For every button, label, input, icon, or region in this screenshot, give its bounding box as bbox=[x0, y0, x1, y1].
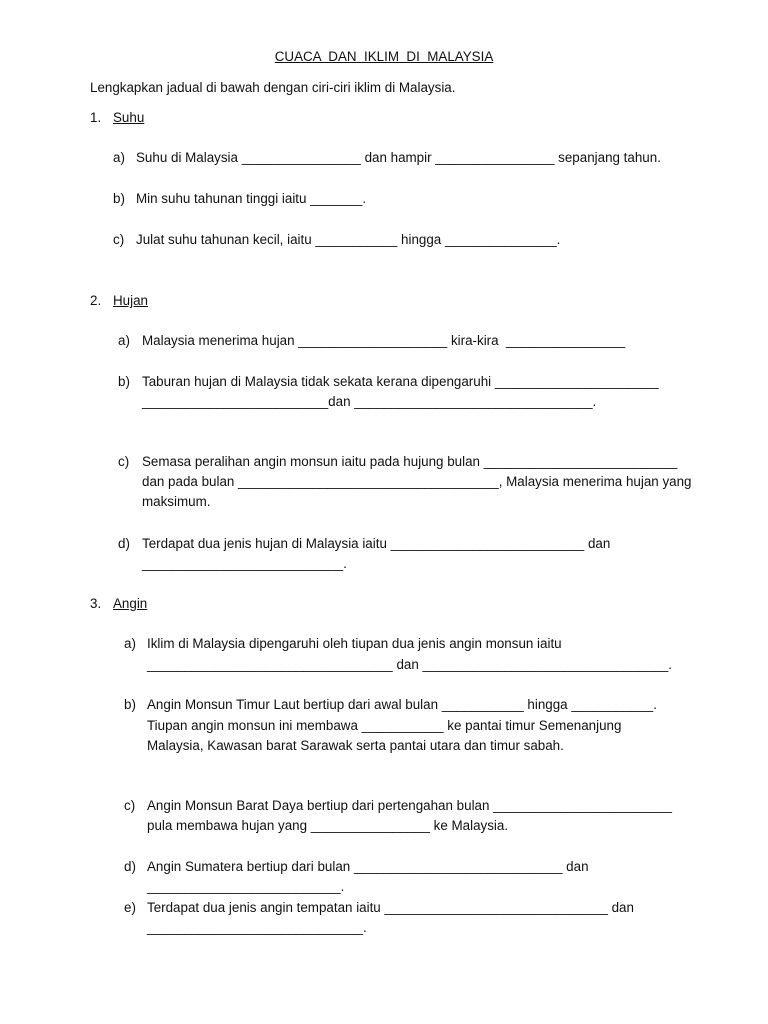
section-number: 1. bbox=[90, 110, 102, 125]
item-text: Tiupan angin monsun ini membawa ___________ ke pantai timur Semenanjung bbox=[147, 718, 622, 733]
item-letter: a) bbox=[124, 636, 136, 651]
item-text: __________________________. bbox=[147, 879, 345, 894]
item-text: Iklim di Malaysia dipengaruhi oleh tiupan dua jenis angin monsun iaitu bbox=[147, 636, 562, 651]
item-text: _________________________________ dan _________________________________. bbox=[147, 657, 673, 672]
item-text: Angin Sumatera bertiup dari bulan ____________________________ dan bbox=[147, 859, 589, 874]
item-text: Taburan hujan di Malaysia tidak sekata kerana dipengaruhi ______________________ bbox=[142, 374, 659, 389]
item-letter: c) bbox=[124, 798, 136, 813]
section-heading-hujan: Hujan bbox=[113, 293, 148, 308]
item-text: pula membawa hujan yang ________________ ke Malaysia. bbox=[147, 818, 509, 833]
section-number: 2. bbox=[90, 293, 102, 308]
section-heading-angin: Angin bbox=[113, 596, 148, 611]
item-letter: b) bbox=[113, 191, 125, 206]
item-text: dan pada bulan ___________________________________, Malaysia menerima hujan yang bbox=[142, 474, 692, 489]
item-text: Min suhu tahunan tinggi iaitu _______. bbox=[136, 191, 367, 206]
item-letter: b) bbox=[118, 374, 130, 389]
item-text: Malaysia menerima hujan ____________________ kira-kira ________________ bbox=[142, 333, 626, 348]
item-letter: c) bbox=[113, 232, 125, 247]
item-text: Angin Monsun Timur Laut bertiup dari awal bulan ___________ hingga ___________. bbox=[147, 697, 657, 712]
item-letter: a) bbox=[118, 333, 130, 348]
item-text: Angin Monsun Barat Daya bertiup dari pertengahan bulan ________________________ bbox=[147, 798, 672, 813]
item-text: Malaysia, Kawasan barat Sarawak serta pantai utara dan timur sabah. bbox=[147, 738, 564, 753]
item-text: _____________________________. bbox=[147, 920, 367, 935]
section-number: 3. bbox=[90, 596, 102, 611]
item-text: ___________________________. bbox=[142, 556, 347, 571]
instruction-text: Lengkapkan jadual di bawah dengan ciri-ciri iklim di Malaysia. bbox=[90, 80, 456, 95]
item-text: Terdapat dua jenis hujan di Malaysia iaitu __________________________ dan bbox=[142, 536, 611, 551]
item-text: Terdapat dua jenis angin tempatan iaitu ______________________________ dan bbox=[147, 900, 634, 915]
item-text: maksimum. bbox=[142, 494, 211, 509]
item-letter: d) bbox=[124, 859, 136, 874]
item-letter: b) bbox=[124, 697, 136, 712]
item-letter: a) bbox=[113, 150, 125, 165]
page-title: CUACA DAN IKLIM DI MALAYSIA bbox=[274, 49, 494, 64]
item-letter: e) bbox=[124, 900, 136, 915]
item-letter: d) bbox=[118, 536, 130, 551]
item-text: Semasa peralihan angin monsun iaitu pada hujung bulan __________________________ bbox=[142, 454, 678, 469]
section-heading-suhu: Suhu bbox=[113, 110, 145, 125]
item-letter: c) bbox=[118, 454, 130, 469]
item-text: Julat suhu tahunan kecil, iaitu ___________ hingga _______________. bbox=[136, 232, 561, 247]
item-text: _________________________dan ________________________________. bbox=[142, 394, 597, 409]
item-text: Suhu di Malaysia ________________ dan hampir ________________ sepanjang tahun. bbox=[136, 150, 661, 165]
